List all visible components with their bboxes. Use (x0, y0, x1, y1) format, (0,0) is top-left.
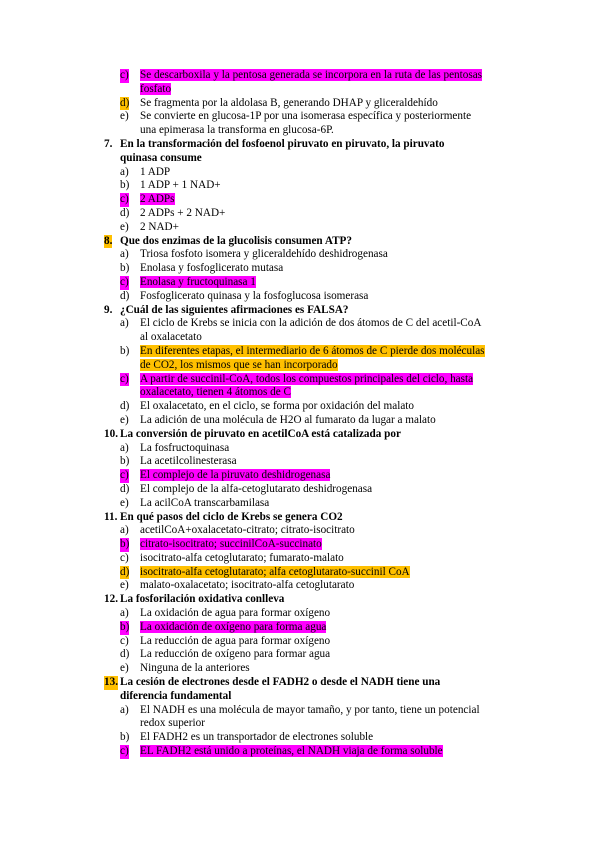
answer-option (104, 193, 514, 207)
option-text: La oxidación de oxígeno para forma agua (140, 620, 327, 633)
option-text: Triosa fosfoto isomera y gliceraldehído deshidrogenasa (140, 248, 388, 261)
option-letter: b) (120, 620, 130, 633)
answer-option (104, 648, 514, 662)
option-text: El complejo de la piruvato deshidrogenasa (140, 469, 331, 482)
answer-option (104, 97, 514, 111)
option-letter: b) (120, 731, 130, 744)
option-text: Se fragmenta por la aldolasa B, generando DHAP y gliceraldehído (140, 96, 438, 109)
option-letter: c) (120, 551, 129, 564)
question-title-continuation (104, 690, 514, 704)
question-number: 10. (104, 427, 118, 440)
answer-option (104, 442, 514, 456)
option-text-continuation (104, 717, 514, 731)
question-title (104, 428, 514, 442)
option-letter: a) (120, 317, 129, 330)
option-text: malato-oxalacetato; isocitrato-alfa cetoglutarato (140, 579, 355, 592)
option-text: La reducción de agua para formar oxígeno (140, 634, 331, 647)
option-letter: b) (120, 344, 130, 357)
option-letter: b) (120, 262, 130, 275)
question-text: La fosforilación oxidativa conlleva (120, 593, 285, 606)
option-letter: e) (120, 579, 129, 592)
option-text: El FADH2 es un transportador de electrones soluble (140, 731, 374, 744)
option-letter: a) (120, 703, 129, 716)
answer-option (104, 579, 514, 593)
option-text: oxalacetato, tienen 4 átomos de C (140, 386, 291, 399)
answer-option (104, 662, 514, 676)
option-text: al oxalacetato (140, 331, 202, 344)
question-number: 8. (104, 234, 113, 247)
answer-option (104, 345, 514, 359)
answer-option (104, 373, 514, 387)
option-letter: a) (120, 524, 129, 537)
option-text: La reducción de oxígeno para formar agua (140, 648, 331, 661)
answer-option (104, 455, 514, 469)
answer-option (104, 635, 514, 649)
question-text: En la transformación del fosfoenol piruvato en piruvato, la piruvato (120, 137, 445, 150)
option-text-continuation (104, 83, 514, 97)
question-list (104, 69, 514, 759)
option-text: 2 ADPs + 2 NAD+ (140, 206, 226, 219)
option-text: La acetilcolinesterasa (140, 455, 237, 468)
answer-option (104, 400, 514, 414)
answer-option (104, 566, 514, 580)
option-letter: d) (120, 96, 130, 109)
option-text: isocitrato-alfa cetoglutarato; fumarato-malato (140, 551, 344, 564)
option-text: acetilCoA+oxalacetato-citrato; citrato-isocitrato (140, 524, 355, 537)
option-letter: c) (120, 634, 129, 647)
question-number: 12. (104, 593, 118, 606)
answer-option (104, 248, 514, 262)
option-letter: a) (120, 441, 129, 454)
option-text-continuation (104, 331, 514, 345)
question-title (104, 235, 514, 249)
option-letter: c) (120, 372, 129, 385)
question-number: 13. (104, 676, 118, 689)
option-text: de CO2, los mismos que se han incorporado (140, 358, 338, 371)
option-text: fosfato (140, 82, 172, 95)
answer-option (104, 524, 514, 538)
option-text: La adición de una molécula de H2O al fumarato da lugar a malato (140, 413, 436, 426)
question-text: ¿Cuál de las siguientes afirmaciones es FALSA? (120, 303, 349, 316)
question-text: La cesión de electrones desde el FADH2 o desde el NADH tiene una (120, 676, 441, 689)
option-letter: b) (120, 538, 130, 551)
option-letter: b) (120, 455, 130, 468)
answer-option (104, 110, 514, 124)
option-text-continuation (104, 359, 514, 373)
option-text: 2 NAD+ (140, 220, 179, 233)
answer-option (104, 731, 514, 745)
question-text: En qué pasos del ciclo de Krebs se genera CO2 (120, 510, 343, 523)
answer-option (104, 221, 514, 235)
answer-option (104, 166, 514, 180)
answer-option (104, 179, 514, 193)
option-text: En diferentes etapas, el intermediario de 6 átomos de C pierde dos moléculas (140, 344, 485, 357)
question-text: Que dos enzimas de la glucolisis consumen ATP? (120, 234, 352, 247)
option-letter: a) (120, 607, 129, 620)
answer-option (104, 745, 514, 759)
option-text: El NADH es una molécula de mayor tamaño, y por tanto, tiene un potencial (140, 703, 480, 716)
answer-option (104, 538, 514, 552)
option-text-continuation (104, 124, 514, 138)
option-letter: e) (120, 413, 129, 426)
option-text: Enolasa y fosfoglicerato mutasa (140, 262, 284, 275)
option-text: Enolasa y fructoquinasa 1 (140, 275, 256, 288)
question-number: 7. (104, 137, 113, 150)
option-letter: d) (120, 400, 130, 413)
answer-option (104, 483, 514, 497)
question-number: 9. (104, 303, 113, 316)
answer-option (104, 704, 514, 718)
option-text: La acilCoA transcarbamilasa (140, 496, 270, 509)
question-title (104, 138, 514, 152)
question-text: La conversión de piruvato en acetilCoA está catalizada por (120, 427, 401, 440)
answer-option (104, 469, 514, 483)
answer-option (104, 276, 514, 290)
question-text: diferencia fundamental (120, 689, 232, 702)
answer-option (104, 262, 514, 276)
option-text: Se descarboxila y la pentosa generada se incorpora en la ruta de las pentosas (140, 69, 483, 81)
option-letter: c) (120, 745, 129, 758)
option-text-continuation (104, 386, 514, 400)
option-text: La fosfructoquinasa (140, 441, 230, 454)
option-text: 1 ADP + 1 NAD+ (140, 179, 221, 192)
option-letter: a) (120, 248, 129, 261)
question-title (104, 511, 514, 525)
question-title (104, 593, 514, 607)
option-text: Ninguna de la anteriores (140, 662, 250, 675)
option-letter: d) (120, 289, 130, 302)
option-letter: d) (120, 565, 130, 578)
option-letter: c) (120, 193, 129, 206)
question-title-continuation (104, 152, 514, 166)
option-letter: d) (120, 206, 130, 219)
option-letter: c) (120, 69, 129, 81)
answer-option (104, 621, 514, 635)
option-letter: d) (120, 482, 130, 495)
answer-option (104, 552, 514, 566)
option-text: EL FADH2 está unido a proteínas, el NADH viaja de forma soluble (140, 745, 443, 758)
question-text: quinasa consume (120, 151, 202, 164)
question-number: 11. (104, 510, 118, 523)
answer-option (104, 69, 514, 83)
option-text: Fosfoglicerato quinasa y la fosfoglucosa isomerasa (140, 289, 369, 302)
answer-option (104, 290, 514, 304)
option-text: 2 ADPs (140, 193, 175, 206)
option-letter: c) (120, 275, 129, 288)
answer-option (104, 414, 514, 428)
option-letter: e) (120, 220, 129, 233)
option-text: A partir de succinil-CoA, todos los compuestos principales del ciclo, hasta (140, 372, 474, 385)
option-text: El oxalacetato, en el ciclo, se forma por oxidación del malato (140, 400, 414, 413)
option-text: 1 ADP (140, 165, 171, 178)
option-text: El complejo de la alfa-cetoglutarato deshidrogenasa (140, 482, 373, 495)
option-text: citrato-isocitrato; succinilCoA-succinato (140, 538, 322, 551)
option-text: Se convierte en glucosa-1P por una isomerasa específica y posteriormente (140, 110, 472, 123)
question-title (104, 676, 514, 690)
answer-option (104, 497, 514, 511)
option-letter: e) (120, 496, 129, 509)
option-text: una epimerasa la transforma en glucosa-6P. (140, 124, 334, 137)
option-letter: b) (120, 179, 130, 192)
option-letter: c) (120, 469, 129, 482)
option-letter: e) (120, 662, 129, 675)
answer-option (104, 207, 514, 221)
option-text: El ciclo de Krebs se inicia con la adición de dos átomos de C del acetil-CoA (140, 317, 482, 330)
answer-option (104, 317, 514, 331)
option-letter: e) (120, 110, 129, 123)
option-text: redox superior (140, 717, 205, 730)
option-text: isocitrato-alfa cetoglutarato; alfa cetoglutarato-succinil CoA (140, 565, 410, 578)
answer-option (104, 607, 514, 621)
option-letter: a) (120, 165, 129, 178)
option-letter: d) (120, 648, 130, 661)
question-title (104, 304, 514, 318)
option-text: La oxidación de agua para formar oxígeno (140, 607, 331, 620)
